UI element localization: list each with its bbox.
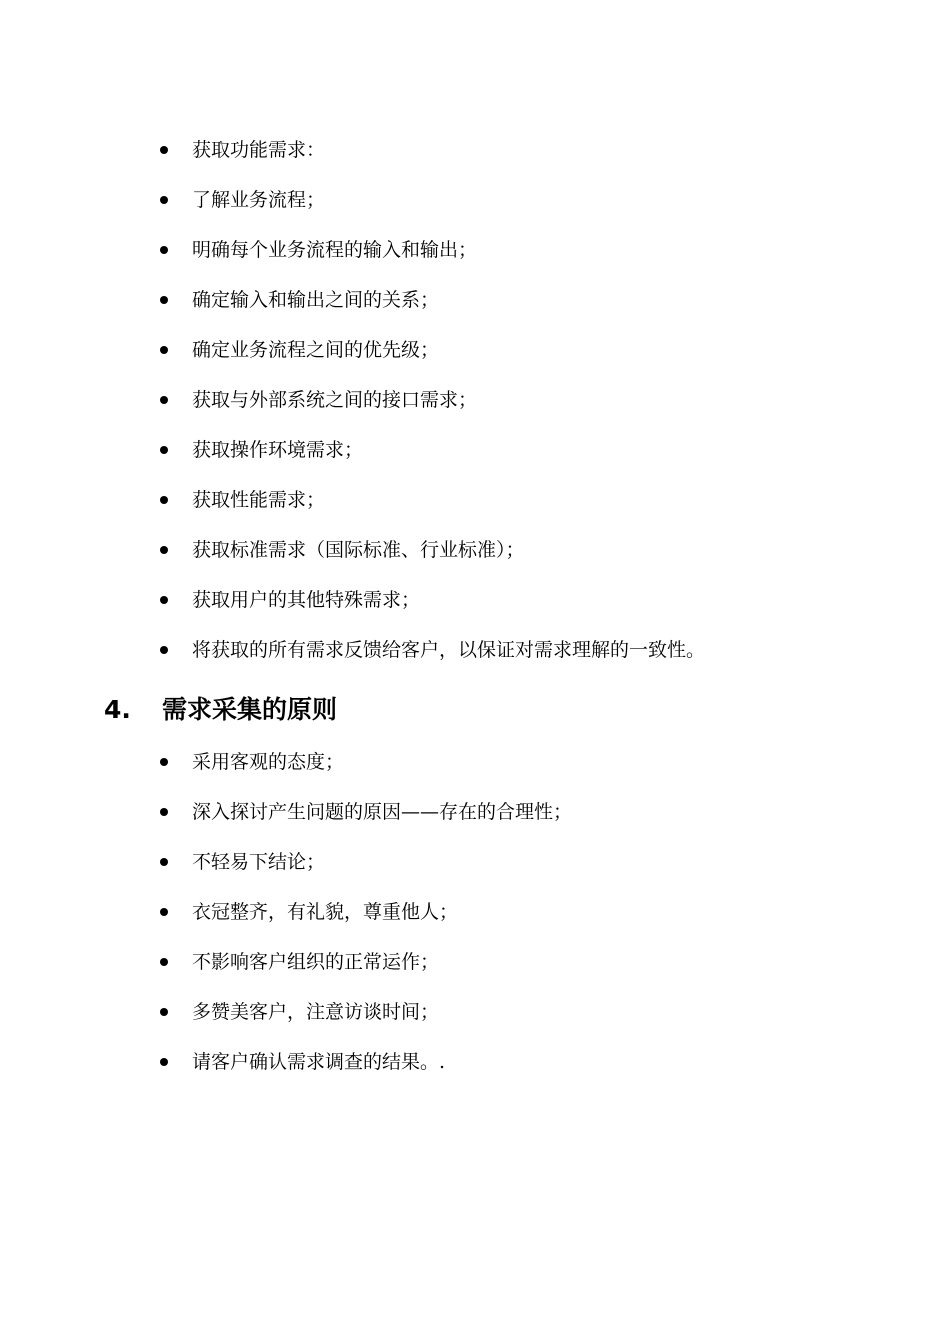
- list-item-text: 采用客观的态度；: [192, 751, 345, 773]
- bullet-dot: [160, 246, 168, 254]
- list-item-text: 获取用户的其他特殊需求；: [192, 589, 421, 611]
- list-item-text: 衣冠整齐，有礼貌，尊重他人；: [192, 901, 459, 923]
- bullet-dot: [160, 758, 168, 766]
- list-item-text: 请客户确认需求调查的结果。.: [192, 1051, 446, 1073]
- section-number: 4.: [104, 695, 131, 724]
- list-item-text: 将获取的所有需求反馈给客户，以保证对需求理解的一致性。: [192, 639, 706, 661]
- list-item-text: 获取性能需求；: [192, 489, 326, 511]
- bullet-dot: [160, 908, 168, 916]
- list-item-text: 获取操作环境需求；: [192, 439, 364, 461]
- list-item-text: 获取与外部系统之间的接口需求；: [192, 389, 478, 411]
- bullet-dot: [160, 546, 168, 554]
- bullet-dot: [160, 1008, 168, 1016]
- list-item-text: 获取功能需求：: [192, 139, 326, 161]
- list-item-text: 了解业务流程；: [192, 189, 326, 211]
- bullet-dot: [160, 1058, 168, 1066]
- bullet-dot: [160, 346, 168, 354]
- list-item-text: 明确每个业务流程的输入和输出；: [192, 239, 478, 261]
- bullet-dot: [160, 808, 168, 816]
- list-item-text: 确定业务流程之间的优先级；: [192, 339, 440, 361]
- bullet-dot: [160, 596, 168, 604]
- bullet-dot: [160, 196, 168, 204]
- list-item-text: 深入探讨产生问题的原因——存在的合理性；: [192, 801, 573, 823]
- list-item-text: 获取标准需求（国际标准、行业标准）；: [192, 539, 525, 561]
- bullet-dot: [160, 446, 168, 454]
- bullet-dot: [160, 958, 168, 966]
- section-title: 需求采集的原则: [162, 695, 338, 724]
- bullet-dot: [160, 396, 168, 404]
- bullet-dot: [160, 296, 168, 304]
- list-item-text: 多赞美客户，注意访谈时间；: [192, 1001, 440, 1023]
- list-item-text: 不轻易下结论；: [192, 851, 326, 873]
- list-item-text: 不影响客户组织的正常运作；: [192, 951, 440, 973]
- list-item-text: 确定输入和输出之间的关系；: [192, 289, 440, 311]
- bullet-dot: [160, 858, 168, 866]
- bullet-dot: [160, 146, 168, 154]
- bullet-dot: [160, 496, 168, 504]
- bullet-dot: [160, 646, 168, 654]
